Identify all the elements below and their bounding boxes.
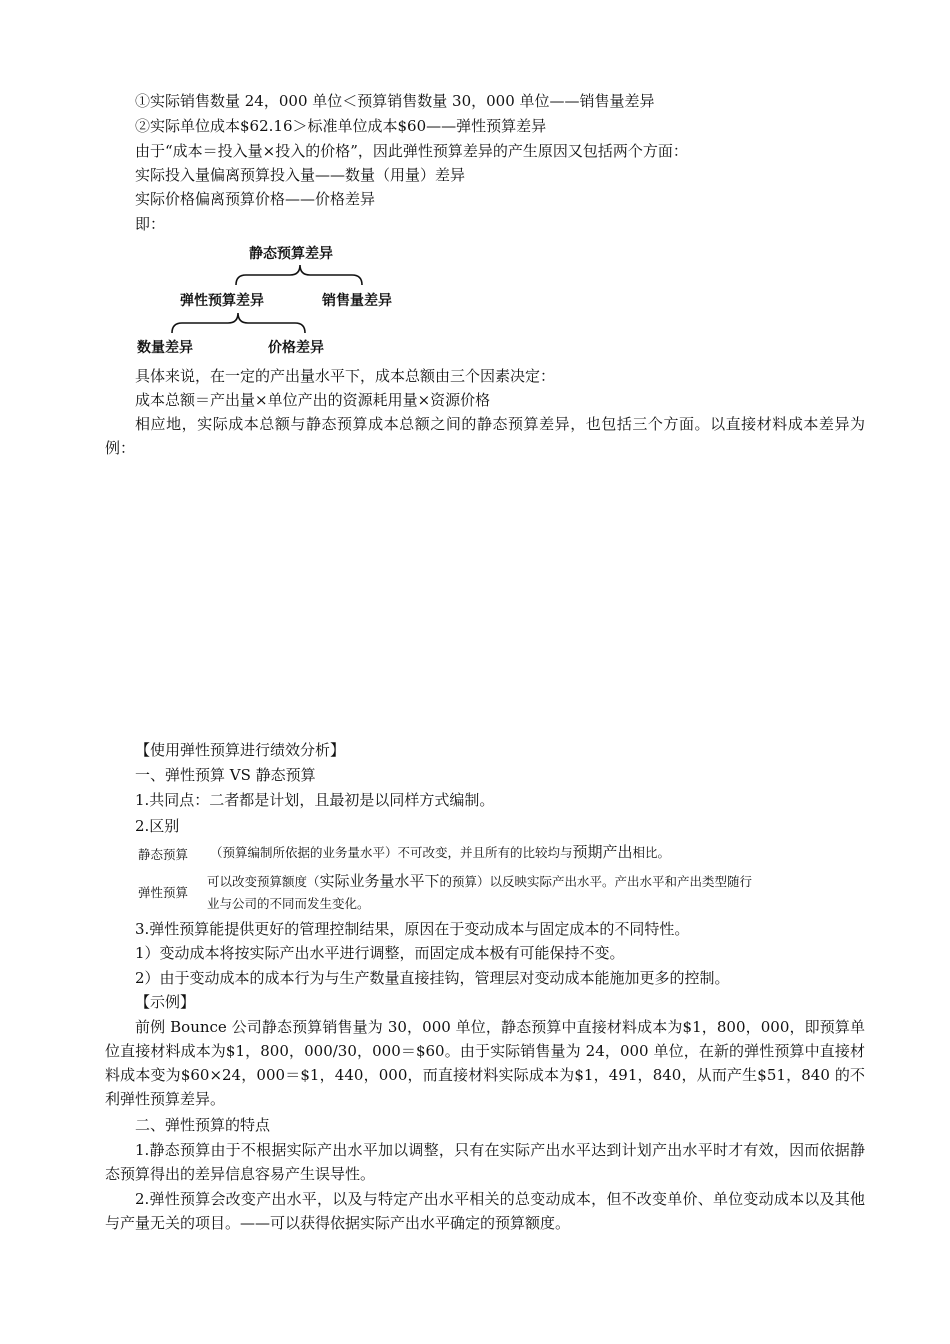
flex-budget-desc-line1: [207, 872, 752, 891]
subheading-flex-features: 二、弹性预算的特点: [135, 1116, 271, 1134]
point-common: 1.共同点：二者都是计划，且最初是以同样方式编制。: [135, 791, 495, 809]
static-desc-part-a: （预算编制所依据的业务量水平）不可改变，并且所有的比较均与: [210, 845, 573, 860]
static-budget-label: 静态预算: [138, 847, 189, 862]
flex-budget-desc-line2: 业与公司的不同而发生变化。: [207, 896, 370, 911]
diagram-left-label: 弹性预算差异: [180, 293, 264, 309]
point-difference: 2.区别: [135, 817, 180, 835]
flex-desc-part-a: 可以改变预算额度（: [207, 874, 320, 889]
upper-brace: [236, 265, 362, 285]
diagram-leaf-left-label: 数量差异: [137, 340, 193, 356]
static-budget-desc: [210, 843, 670, 862]
example-heading: 【示例】: [135, 993, 196, 1011]
diagram-leaf-right-label: 价格差异: [268, 340, 324, 356]
static-desc-part-c: 相比。: [632, 845, 671, 860]
text-line-4: 实际投入量偏离预算投入量——数量（用量）差异: [135, 166, 466, 184]
flex-desc-part-c: 的预算）以反映实际产出水平。产出水平和产出类型随行: [439, 874, 753, 889]
diagram-root-label: 静态预算差异: [249, 246, 333, 262]
point-management-control: 3.弹性预算能提供更好的管理控制结果，原因在于变动成本与固定成本的不同特性。: [135, 920, 690, 938]
text-line-8: 成本总额＝产出量×单位产出的资源耗用量×资源价格: [135, 391, 491, 409]
text-line-5: 实际价格偏离预算价格——价格差异: [135, 190, 376, 208]
flex-desc-emphasis: 实际业务量水平下: [319, 872, 440, 890]
text-line-1: ①实际销售数量 24，000 单位＜预算销售数量 30，000 单位——销售量差异: [135, 92, 655, 110]
feature-static-budget: 1.静态预算由于不根据实际产出水平加以调整，只有在实际产出水平达到计划产出水平时才有效，因而依据静态预算得出的差异信息容易产生误导性。: [105, 1141, 865, 1183]
flex-budget-label: 弹性预算: [138, 885, 189, 900]
feature-flex-budget: 2.弹性预算会改变产出水平，以及与特定产出水平相关的总变动成本，但不改变单价、单位变动成本以及其他与产量无关的项目。——可以获得依据实际产出水平确定的预算额度。: [105, 1190, 865, 1232]
text-line-6: 即：: [135, 215, 166, 233]
static-desc-emphasis: 预期产出: [572, 843, 633, 861]
point-variable-cost-adjust: 1）变动成本将按实际产出水平进行调整，而固定成本极有可能保持不变。: [135, 944, 625, 962]
text-line-2: ②实际单位成本$62.16＞标准单位成本$60——弹性预算差异: [135, 117, 547, 135]
diagram-right-label: 销售量差异: [322, 293, 392, 309]
text-line-3: 由于“成本＝投入量×投入的价格”，因此弹性预算差异的产生原因又包括两个方面：: [135, 142, 688, 160]
point-variable-cost-control: 2）由于变动成本的成本行为与生产数量直接挂钩，管理层对变动成本能施加更多的控制。: [135, 969, 730, 987]
subheading-flex-vs-static: 一、弹性预算 VS 静态预算: [135, 766, 316, 784]
lower-brace: [172, 313, 305, 333]
example-paragraph: 前例 Bounce 公司静态预算销售量为 30，000 单位，静态预算中直接材料成本为$1，800，000，即预算单位直接材料成本为$1，800，000/30，000＝$60。由于实际销售量为 24，000 单位，在新的弹性预算中直接材料成本变为$60×24，000＝$1，440，000，而直接材料实际成本为$1，491，840，从而产生$51，840 的不利弹性预算差异。: [105, 1018, 865, 1108]
text-line-7: 具体来说，在一定的产出量水平下，成本总额由三个因素决定：: [135, 367, 556, 385]
paragraph-cost-variance: 相应地，实际成本总额与静态预算成本总额之间的静态预算差异，也包括三个方面。以直接材料成本差异为例：: [105, 415, 865, 457]
section-heading: 【使用弹性预算进行绩效分析】: [135, 741, 346, 759]
